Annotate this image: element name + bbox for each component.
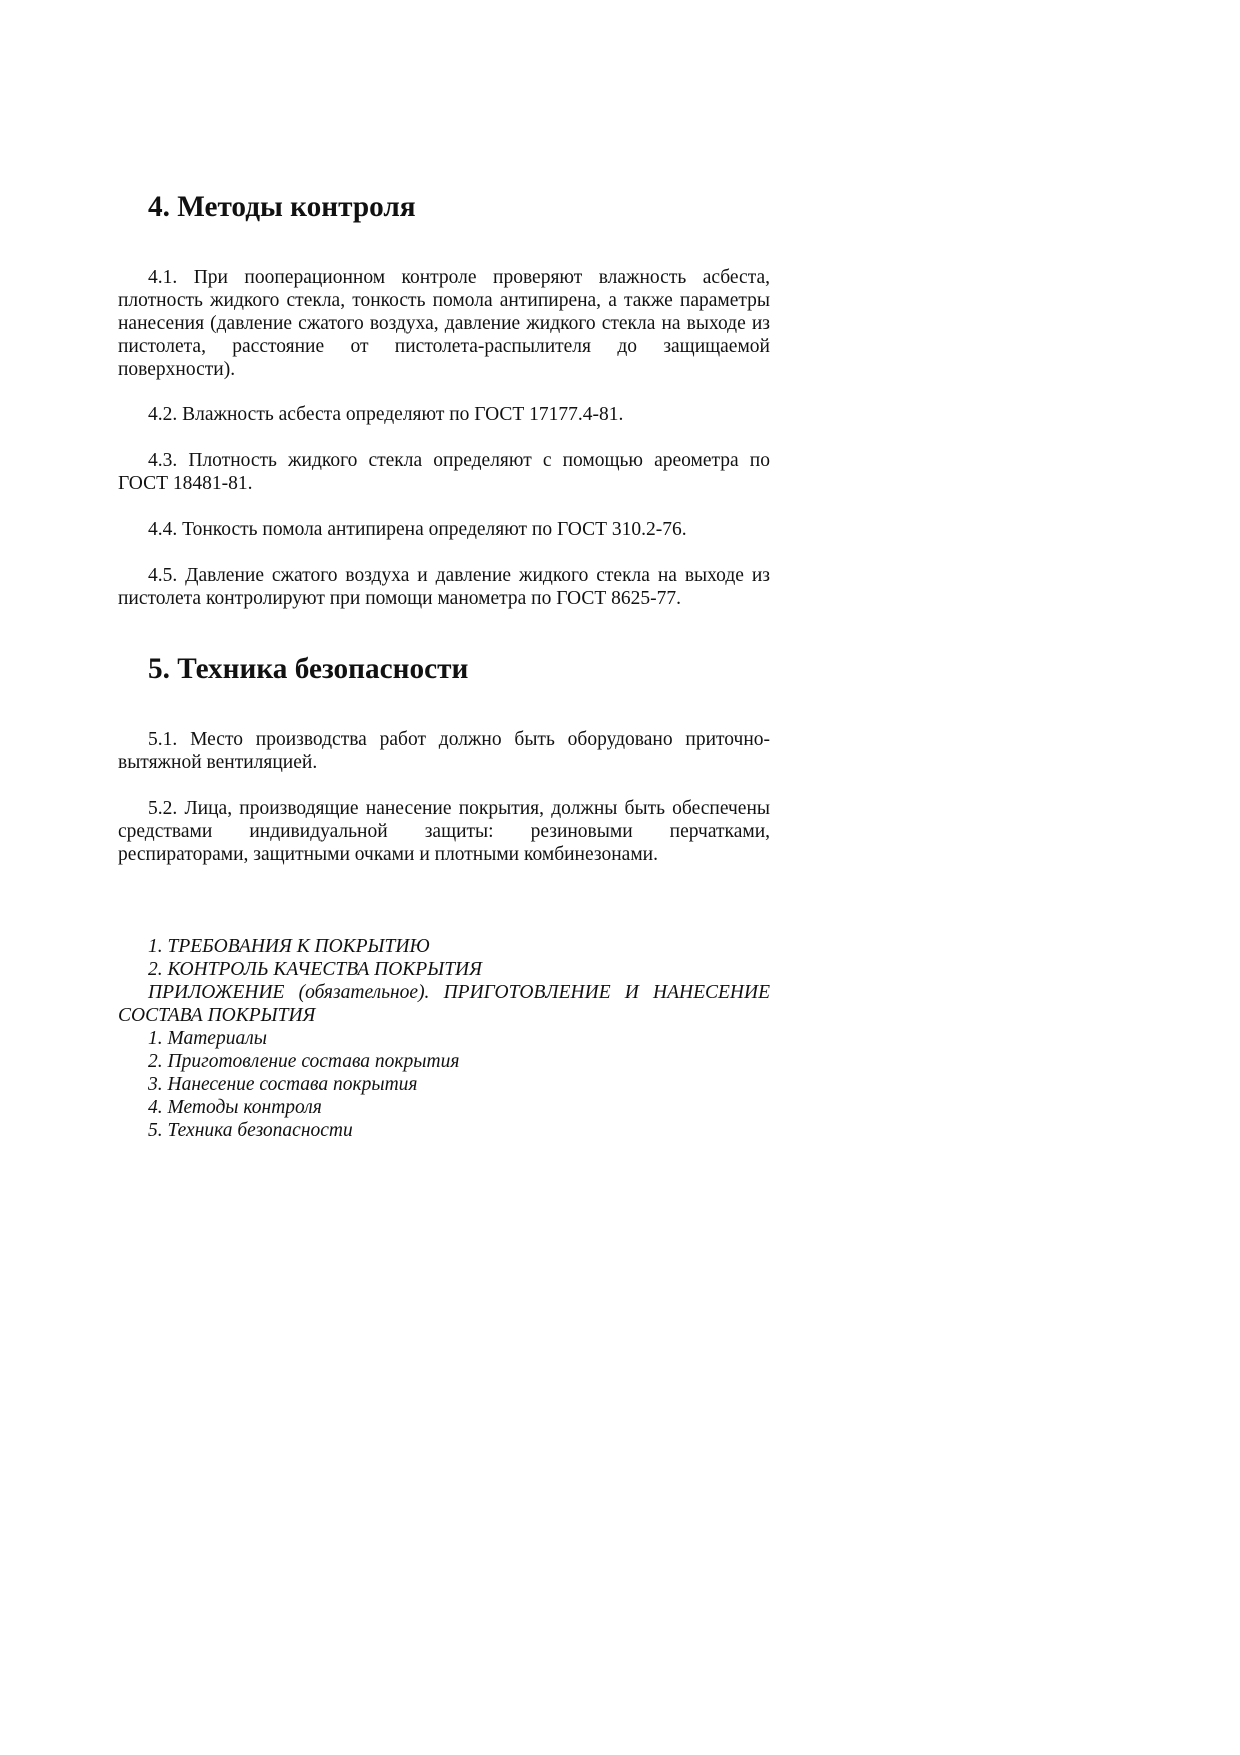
paragraph-4-3: 4.3. Плотность жидкого стекла определяют с помощью ареометра по ГОСТ 18481-81. (118, 450, 770, 494)
toc-link-safety[interactable]: 5. Техника безопасности (148, 1120, 353, 1141)
table-of-contents (118, 935, 770, 1142)
paragraph-4-1: 4.1. При пооперационном контроле проверяют влажность асбеста, плотность жидкого стекла, тонкость помола антипирена, а также параметры нанесения (давление сжатого воздуха, давление жидкого стекла на выходе из пистолета, расстояние от пистолета-распылителя до защищаемой поверхности). (118, 267, 770, 380)
toc-link-materials[interactable]: 1. Материалы (148, 1028, 267, 1049)
toc-link-appendix[interactable]: ПРИЛОЖЕНИЕ (обязательное). ПРИГОТОВЛЕНИЕ И НАНЕСЕНИЕ СОСТАВА ПОКРЫТИЯ (118, 982, 770, 1026)
toc-link-preparation[interactable]: 2. Приготовление состава покрытия (148, 1051, 460, 1072)
toc-link-application[interactable]: 3. Нанесение состава покрытия (148, 1074, 418, 1095)
section-5-title: 5. Техника безопасности (148, 653, 469, 685)
paragraph-4-4: 4.4. Тонкость помола антипирена определяют по ГОСТ 310.2-76. (148, 519, 687, 540)
section-4-title: 4. Методы контроля (148, 191, 416, 223)
toc-link-control-methods[interactable]: 4. Методы контроля (148, 1097, 322, 1118)
toc-link-requirements[interactable]: 1. ТРЕБОВАНИЯ К ПОКРЫТИЮ (148, 936, 430, 957)
paragraph-4-2: 4.2. Влажность асбеста определяют по ГОСТ 17177.4-81. (148, 404, 624, 425)
paragraph-4-5: 4.5. Давление сжатого воздуха и давление жидкого стекла на выходе из пистолета контролируют при помощи манометра по ГОСТ 8625-77. (118, 565, 770, 609)
paragraph-5-1: 5.1. Место производства работ должно быть оборудовано приточно-вытяжной вентиляцией. (118, 729, 770, 773)
toc-link-quality-control[interactable]: 2. КОНТРОЛЬ КАЧЕСТВА ПОКРЫТИЯ (148, 959, 482, 980)
paragraph-5-2: 5.2. Лица, производящие нанесение покрытия, должны быть обеспечены средствами индивидуальной защиты: резиновыми перчатками, респираторами, защитными очками и плотными комбинезонами. (118, 798, 770, 865)
